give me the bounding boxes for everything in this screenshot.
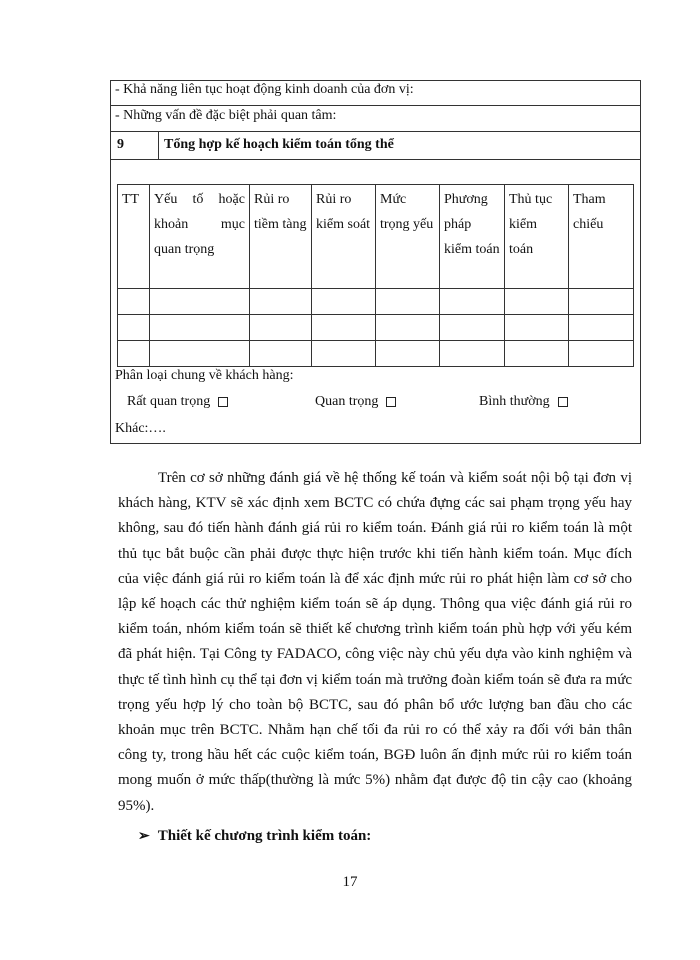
section-title: Tổng hợp kế hoạch kiểm toán tổng thể bbox=[164, 137, 394, 152]
checkbox-icon[interactable] bbox=[218, 397, 228, 407]
header-control-risk: Rủi ro kiểm soát bbox=[312, 185, 376, 289]
table-cell[interactable] bbox=[118, 315, 150, 341]
section-number: 9 bbox=[117, 137, 124, 152]
table-row bbox=[118, 289, 634, 315]
header-tt: TT bbox=[118, 185, 150, 289]
page-number: 17 bbox=[342, 874, 358, 890]
table-cell[interactable] bbox=[440, 341, 505, 367]
special-issues-line: - Những vấn đề đặc biệt phải quan tâm: bbox=[115, 108, 337, 123]
option-important[interactable] bbox=[315, 394, 396, 410]
table-cell[interactable] bbox=[440, 315, 505, 341]
table-cell[interactable] bbox=[250, 315, 312, 341]
table-cell[interactable] bbox=[118, 341, 150, 367]
going-concern-line: - Khả năng liên tục hoạt động kinh doanh của đơn vị: bbox=[115, 82, 414, 97]
table-row bbox=[118, 341, 634, 367]
arrow-bullet-icon: ➢ bbox=[138, 829, 150, 844]
audit-plan-form-box bbox=[110, 80, 641, 444]
divider bbox=[111, 105, 640, 106]
table-cell[interactable] bbox=[250, 289, 312, 315]
table-cell[interactable] bbox=[150, 289, 250, 315]
header-method: Phương pháp kiểm toán bbox=[440, 185, 505, 289]
table-row bbox=[118, 315, 634, 341]
table-header-row bbox=[118, 185, 634, 289]
divider bbox=[111, 131, 640, 132]
other-label: Khác:…. bbox=[115, 421, 166, 436]
table-cell[interactable] bbox=[569, 341, 634, 367]
classification-label: Phân loại chung về khách hàng: bbox=[115, 368, 294, 383]
header-reference: Tham chiếu bbox=[569, 185, 634, 289]
option-very-important[interactable] bbox=[127, 394, 228, 410]
section-divider bbox=[158, 131, 159, 159]
table-cell[interactable] bbox=[569, 289, 634, 315]
paragraph-text: Trên cơ sở những đánh giá về hệ thống kế toán và kiểm soát nội bộ tại đơn vị khách hàng, KTV sẽ xác định xem BCTC có chứa đựng các sai phạm trọng yếu hay không, sau đó tiến hành đánh giá rủi ro kiểm toán. Đánh giá rủi ro kiểm toán là một thủ tục bắt buộc cần phải được thực hiện trước khi tiến hành kiểm toán. Mục đích của việc đánh giá rủi ro kiểm toán là để xác định mức rủi ro phát hiện làm cơ sở cho lập kế hoạch các thử nghiệm kiểm toán sẽ áp dụng. Thông qua việc đánh giá rủi ro kiểm toán, nhóm kiểm toán sẽ thiết kế chương trình kiểm toán phù hợp với yếu kém đã phát hiện. Tại Công ty FADACO, công việc này chủ yếu dựa vào kinh nghiệm và thực tế tình hình cụ thể tại đơn vị kiểm toán mà trưởng đoàn kiểm toán sẽ đưa ra mức trọng yếu hợp lý cho toàn bộ BCTC, sau đó phân bổ ước lượng ban đầu cho các khoản mục trên BCTC. Nhằm hạn chế tối đa rủi ro có thể xảy ra đối với bản thân công ty, trong hầu hết các cuộc kiểm toán, BGĐ luôn ấn định mức rủi ro kiểm toán mong muốn ở mức thấp(thường là mức 5%) nhằm đạt được độ tin cậy cao (khoảng 95%). bbox=[118, 470, 632, 814]
table-cell[interactable] bbox=[440, 289, 505, 315]
table-cell[interactable] bbox=[505, 289, 569, 315]
table-cell[interactable] bbox=[312, 315, 376, 341]
option-label: Rất quan trọng bbox=[127, 394, 211, 409]
table-cell[interactable] bbox=[505, 341, 569, 367]
body-paragraph bbox=[118, 466, 632, 819]
table-cell[interactable] bbox=[250, 341, 312, 367]
header-inherent-risk: Rủi ro tiềm tàng bbox=[250, 185, 312, 289]
header-factor: Yếu tố hoặc khoản mục quan trọng bbox=[150, 185, 250, 289]
table-cell[interactable] bbox=[505, 315, 569, 341]
option-normal[interactable] bbox=[479, 394, 568, 410]
heading-text: Thiết kế chương trình kiểm toán: bbox=[157, 828, 372, 844]
section-heading bbox=[138, 828, 371, 845]
table-cell[interactable] bbox=[376, 341, 440, 367]
header-materiality: Mức trọng yếu bbox=[376, 185, 440, 289]
table-cell[interactable] bbox=[312, 341, 376, 367]
audit-plan-table bbox=[117, 184, 634, 367]
divider bbox=[111, 159, 640, 160]
table-cell[interactable] bbox=[150, 315, 250, 341]
table-cell[interactable] bbox=[150, 341, 250, 367]
header-procedure: Thủ tục kiểm toán bbox=[505, 185, 569, 289]
option-label: Quan trọng bbox=[315, 394, 379, 409]
checkbox-icon[interactable] bbox=[558, 397, 568, 407]
option-label: Bình thường bbox=[479, 394, 550, 409]
table-cell[interactable] bbox=[312, 289, 376, 315]
table-cell[interactable] bbox=[376, 315, 440, 341]
checkbox-icon[interactable] bbox=[386, 397, 396, 407]
table-cell[interactable] bbox=[118, 289, 150, 315]
table-cell[interactable] bbox=[376, 289, 440, 315]
table-cell[interactable] bbox=[569, 315, 634, 341]
